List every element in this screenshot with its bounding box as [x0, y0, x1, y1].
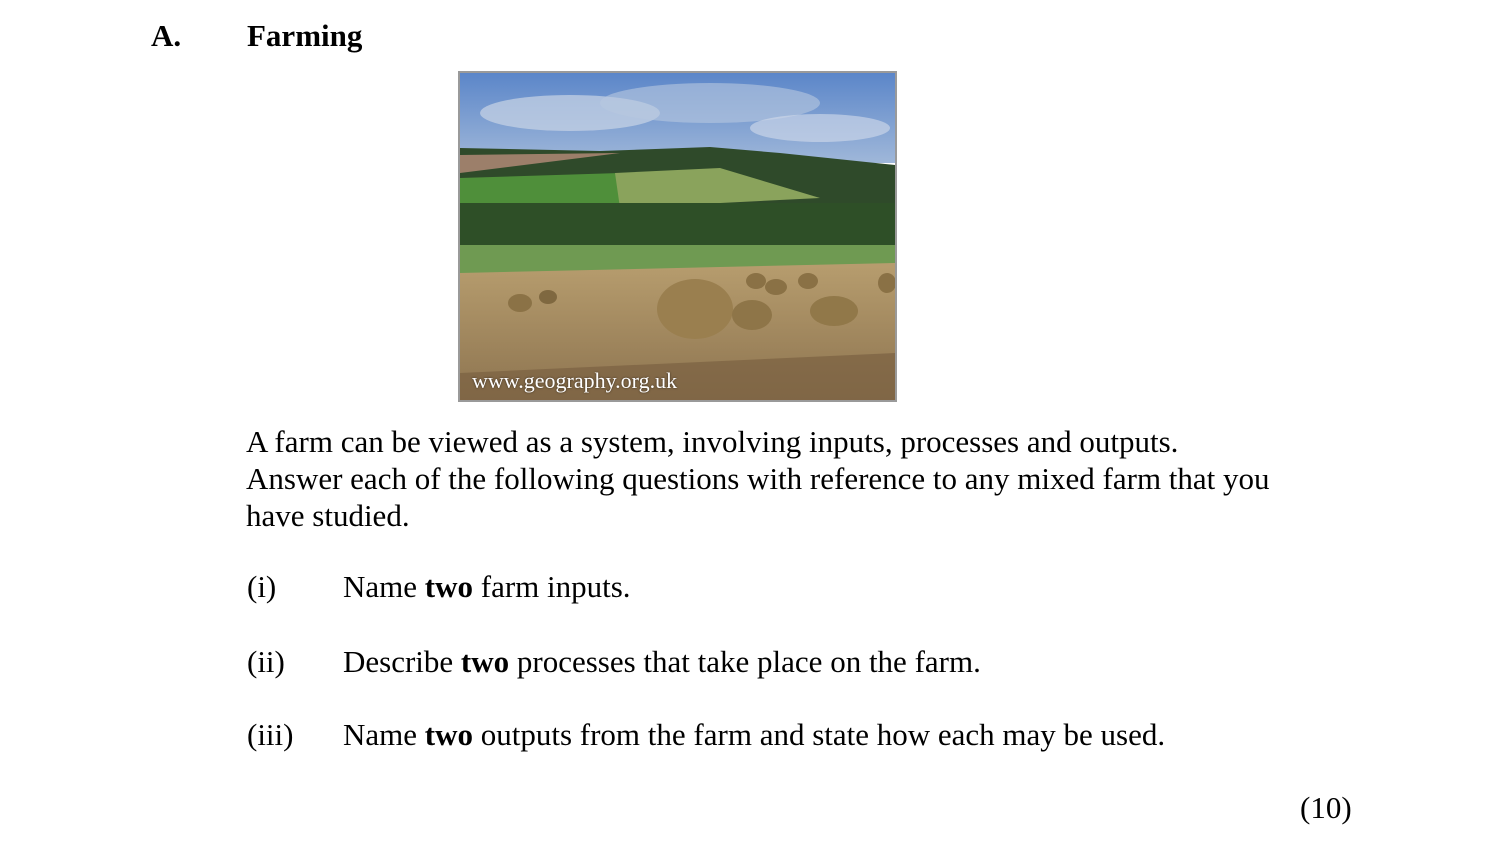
question-number: (i)	[247, 569, 277, 604]
question-text: Name two outputs from the farm and state how each may be used.	[343, 717, 1166, 752]
intro-line: Answer each of the following questions with reference to any mixed farm that you	[246, 461, 1270, 496]
question-text: Describe two processes that take place on the farm.	[343, 644, 981, 679]
intro-line: A farm can be viewed as a system, involving inputs, processes and outputs.	[246, 424, 1179, 459]
farm-landscape-image	[460, 73, 895, 400]
hay-bale	[657, 279, 733, 339]
section-letter: A.	[151, 18, 182, 53]
question-number: (ii)	[247, 644, 285, 679]
question-number: (iii)	[247, 717, 294, 752]
intro-line: have studied.	[246, 498, 410, 533]
intro-paragraph	[246, 423, 1346, 534]
farm-photo	[458, 71, 897, 402]
photo-watermark: www.geography.org.uk	[472, 368, 678, 393]
marks-total: (10)	[1300, 790, 1352, 825]
question-text: Name two farm inputs.	[343, 569, 631, 604]
section-title: Farming	[247, 18, 363, 53]
